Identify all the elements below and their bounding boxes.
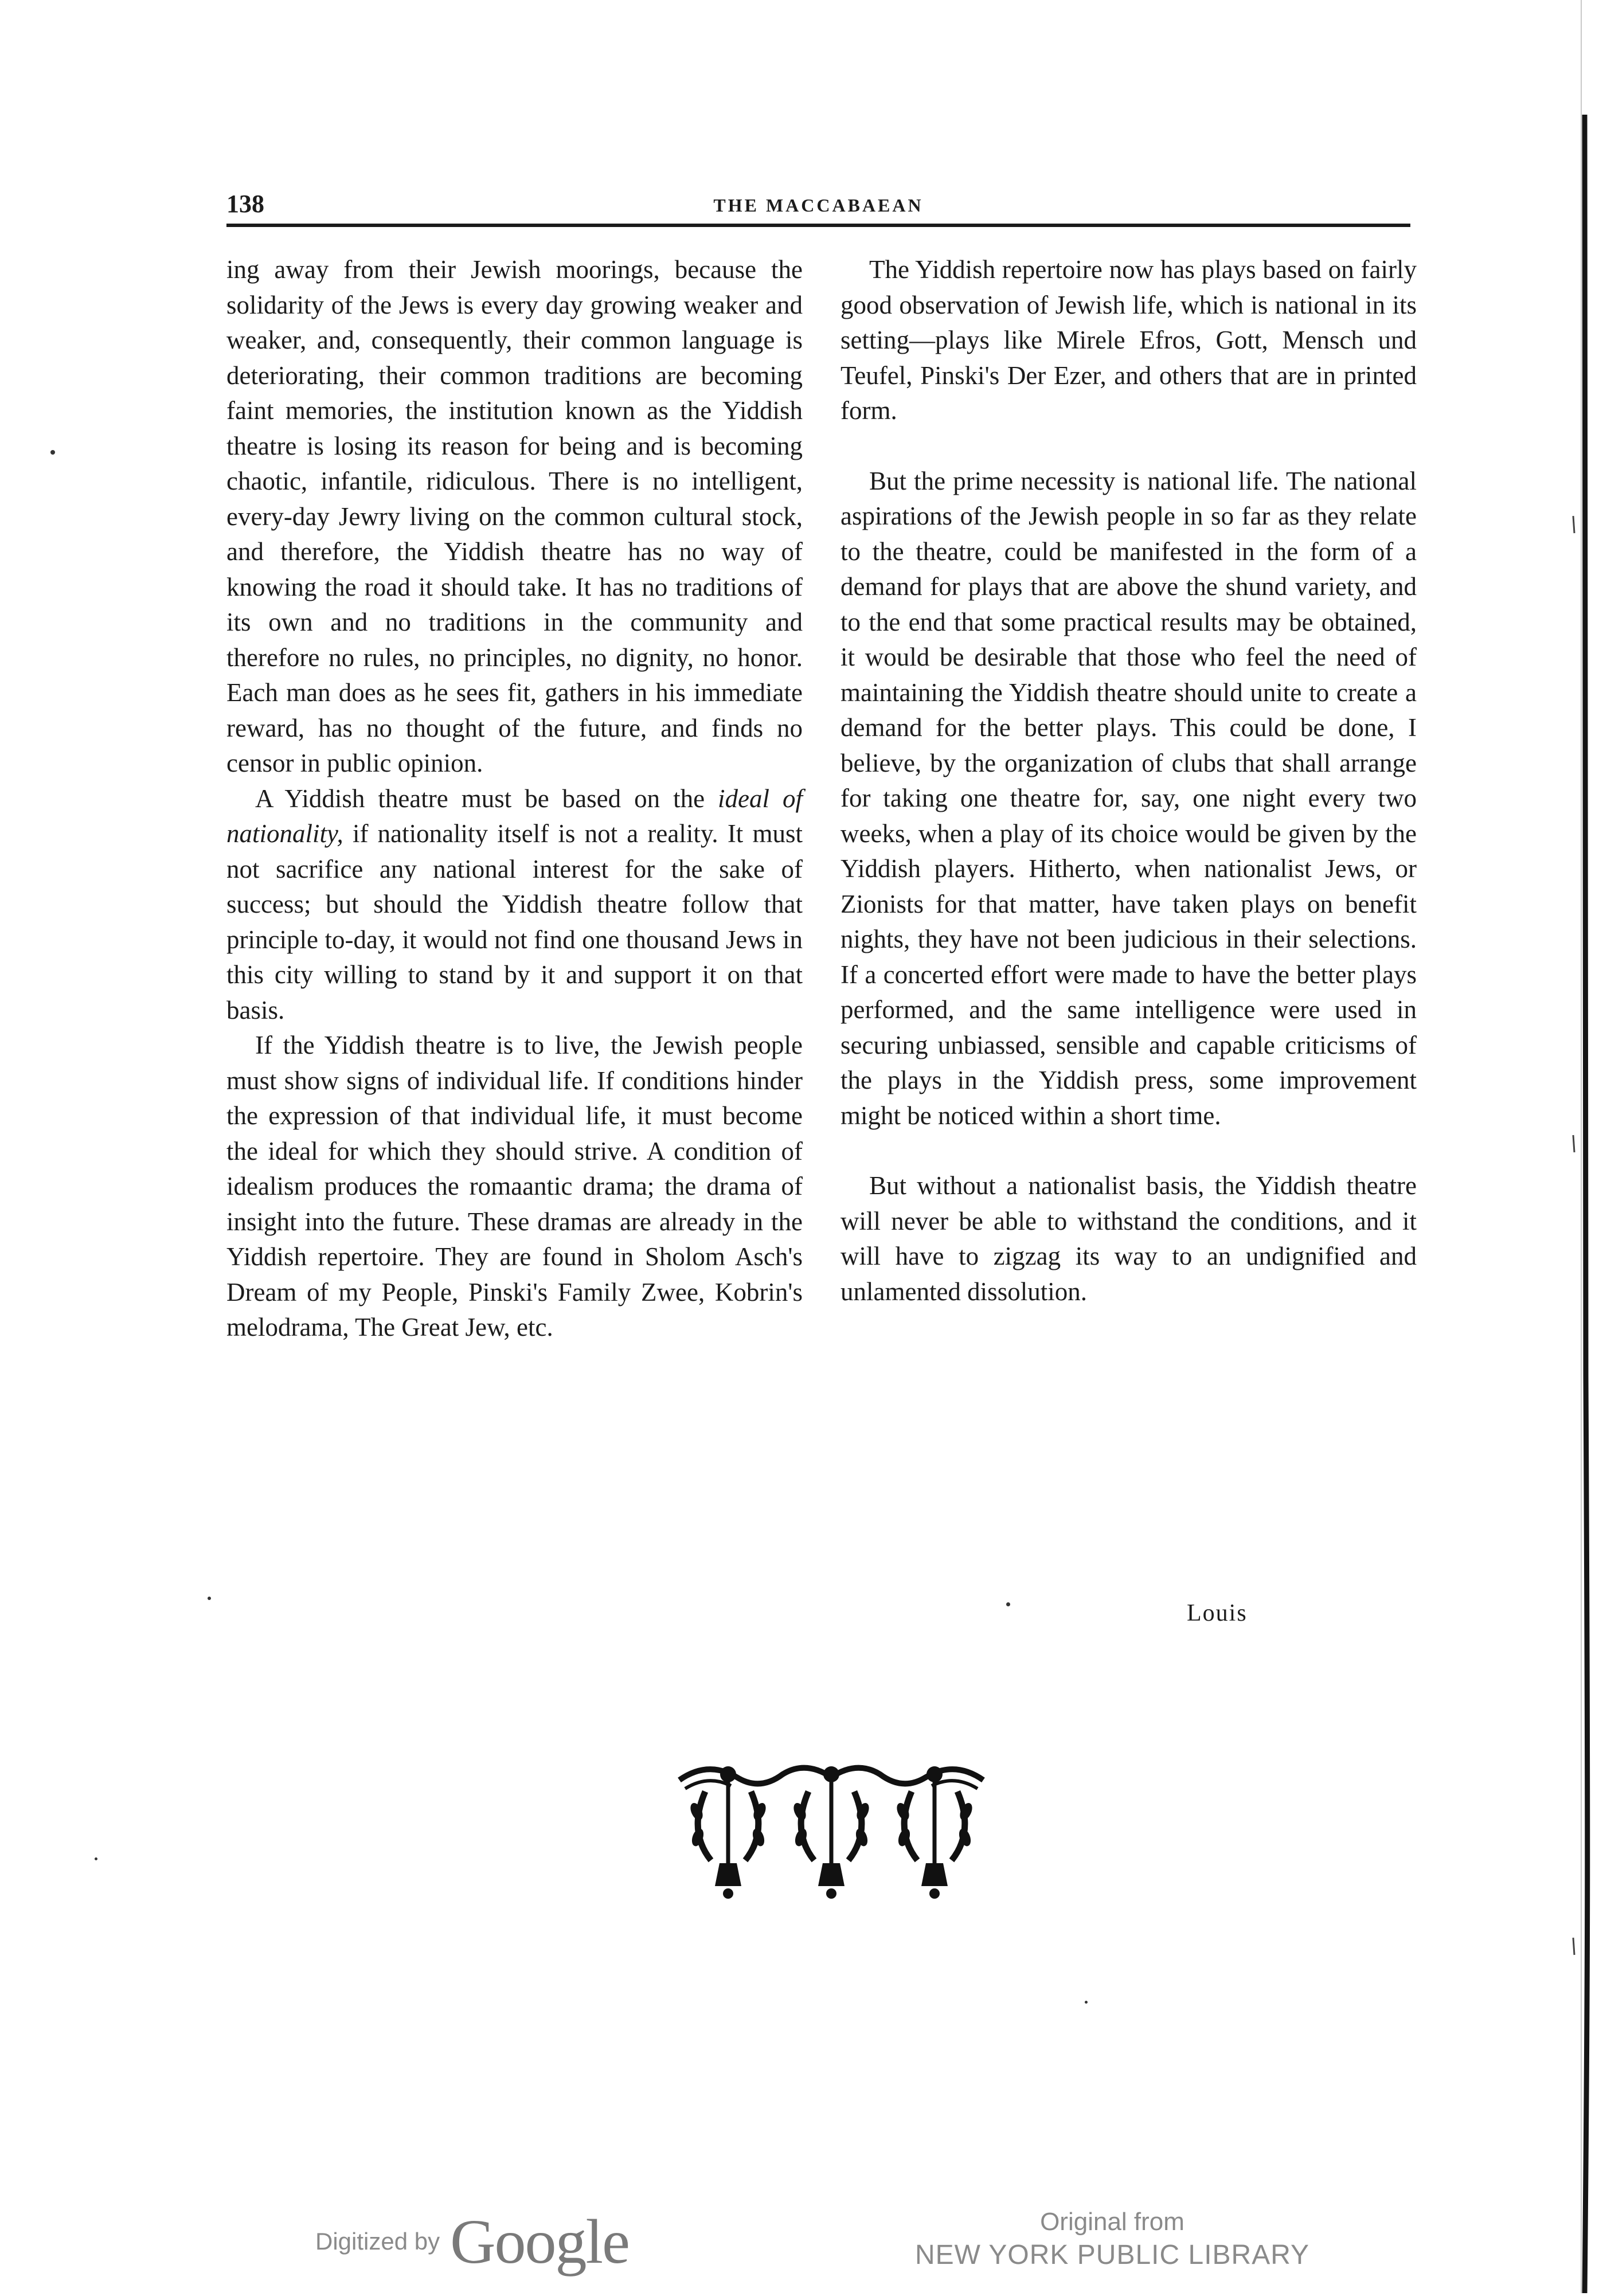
right-column — [840, 252, 1417, 1309]
page-number: 138 — [226, 190, 264, 218]
google-watermark — [315, 2207, 629, 2276]
left-paragraph-2-italic: ideal of nationality, — [226, 784, 803, 848]
right-paragraph-1: The Yiddish repertoire now has plays based on fairly good observation of Jewish life, which is national in its setting—plays like Mirele Efros, Gott, Mensch und Teufel, Pinski's Der Ezer, and others that are in printed form. — [840, 255, 1417, 425]
right-paragraph-3: But without a nationalist basis, the Yiddish theatre will never be able to withstand the conditions, and it will have to zigzag its way to an undignified and unlamented dissolution. — [840, 1171, 1417, 1306]
digitized-by-label: Digitized by — [315, 2228, 440, 2255]
library-name: NEW YORK PUBLIC LIBRARY — [914, 2240, 1310, 2270]
left-paragraph-3: If the Yiddish theatre is to live, the Jewish people must show signs of individual life. If conditions hinder the expression of that individual life, it must become the ideal for which they should strive. A condition of idealism produces the romaantic drama; the drama of insight into the future. These dramas are already in the Yiddish repertoire. They are found in Sholom Asch's Dream of my People, Pinski's Family Zwee, Kobrin's melodrama, The Great Jew, etc. — [226, 1031, 803, 1341]
scan-speck — [208, 1597, 211, 1600]
library-watermark — [894, 2206, 1330, 2272]
original-from-label: Original from — [1040, 2208, 1184, 2236]
left-column — [226, 252, 803, 1345]
scan-speck — [1085, 2001, 1088, 2004]
scan-speck — [1006, 1602, 1010, 1606]
left-paragraph-1: ing away from their Jewish moorings, because the solidarity of the Jews is every day growing weaker and weaker, and, consequently, their common language is deteriorating, their common traditions are becoming faint memories, the institution known as the Yiddish theatre is losing its reason for being and is becoming chaotic, infantile, ridiculous. There is no intelligent, every-day Jewry living on the common cultural stock, and therefore, the Yiddish theatre has no way of knowing the road it should take. It has no traditions of its own and no traditions in the community and therefore no rules, no principles, no dignity, no honor. Each man does as he sees fit, gathers in his immediate reward, has no thought of the future, and finds no censor in public opinion. — [226, 255, 803, 777]
journal-title: THE MACCABAEAN — [713, 195, 924, 216]
left-paragraph-2-start: A Yiddish theatre must be based on the — [255, 784, 718, 813]
left-paragraph-2-end: if nationality itself is not a reality. It must not sacrifice any national interest for the sake of success; but should the Yiddish theatre follow that principle to-day, it would not find one thousand Jews in this city willing to stand by it and support it on that basis. — [226, 819, 803, 1024]
wreath-and-bow-ornament-icon — [674, 1757, 989, 1900]
right-paragraph-2: But the prime necessity is national life. The national aspirations of the Jewish people in so far as they relate to the theatre, could be manifested in the form of a demand for plays that are above the shund variety, and to the end that some practical results may be obtained, it would be desirable that those who feel the need of maintaining the Yiddish theatre should unite to create a demand for the better plays. This could be done, I believe, by the organization of clubs that shall arrange for taking one theatre for, say, one night every two weeks, when a play of its choice would be given by the Yiddish players. Hitherto, when nationalist Jews, or Zionists for that matter, have taken plays on benefit nights, they have not been judicious in their selections. If a concerted effort were made to have the better plays performed, and the same intelligence were used in securing unbiassed, sensible and capable criticisms of the plays in the Yiddish press, some improvement might be noticed within a short time. — [840, 466, 1417, 1130]
scan-edge-shadow — [1571, 0, 1599, 2293]
author-signature: Louis — [1187, 1600, 1248, 1626]
scan-speck — [95, 1857, 97, 1860]
running-head — [226, 189, 1410, 227]
left-paragraph-2 — [226, 781, 803, 1028]
scan-speck — [50, 450, 55, 455]
google-logo: Google — [450, 2206, 629, 2277]
